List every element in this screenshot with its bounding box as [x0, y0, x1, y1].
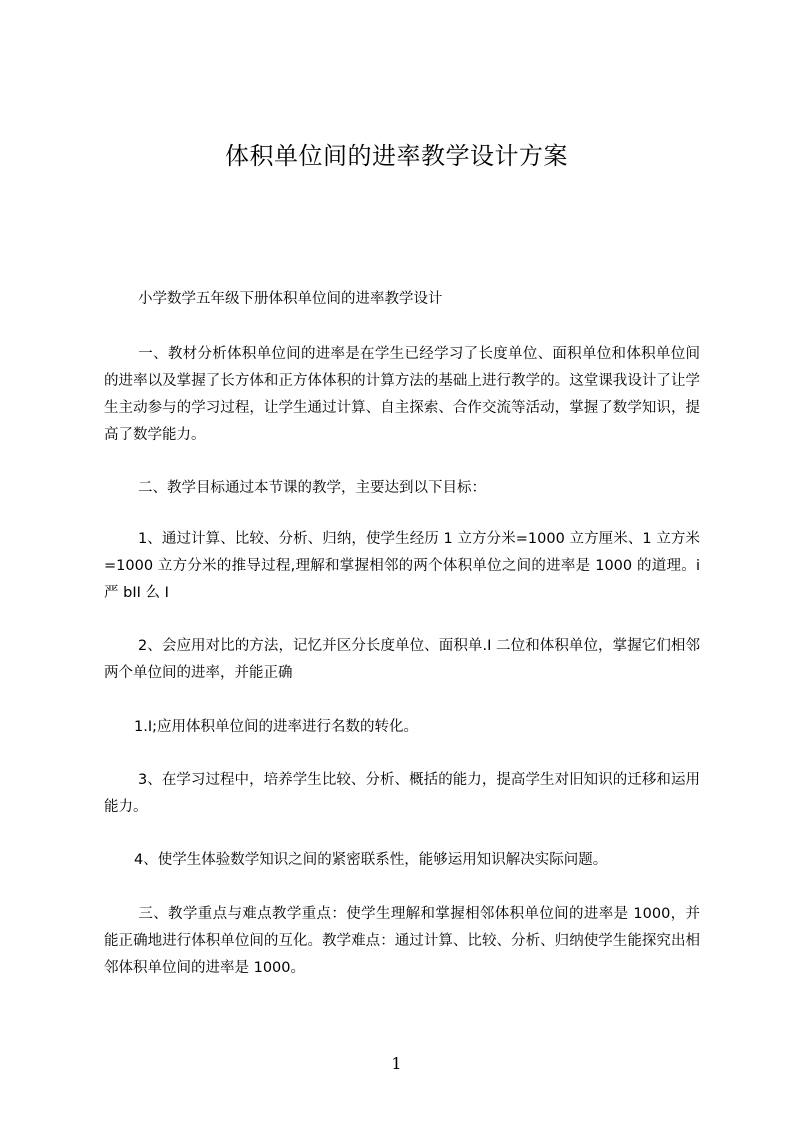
paragraph-text: 1.I;应用体积单位间的进率进行名数的转化。	[134, 719, 418, 735]
paragraph-goal-2	[104, 633, 700, 687]
paragraph-text: 3、在学习过程中，培养学生比较、分析、概括的能力，提高学生对旧知识的迁移和运用能力。	[104, 772, 700, 815]
paragraph-teaching-goals	[104, 475, 700, 502]
paragraph-key-points	[104, 901, 700, 982]
document-title: 体积单位间的进率教学设计方案	[225, 142, 568, 170]
paragraph-text: 1、通过计算、比较、分析、归纳，使学生经历 1 立方分米=1000 立方厘米、1 立方米=1000 立方分米的推导过程,理解和掌握相邻的两个体积单位之间的进率是 1000 的道理。i 严 bII 么 I	[104, 531, 700, 601]
paragraph-goal-2-continued	[104, 714, 700, 741]
paragraph-goal-4	[104, 847, 700, 874]
paragraph-goal-1	[104, 526, 700, 607]
paragraph-text: 三、教学重点与难点教学重点：使学生理解和掌握相邻体积单位间的进率是 1000，并能正确地进行体积单位间的互化。教学难点：通过计算、比较、分析、归纳使学生能探究出相邻体积单位间的进率是 1000。	[104, 906, 700, 976]
paragraph-text: 一、教材分析体积单位间的进率是在学生已经学习了长度单位、面积单位和体积单位间的进率以及掌握了长方体和正方体体积的计算方法的基础上进行教学的。这堂课我设计了让学生主动参与的学习过程，让学生通过计算、自主探索、合作交流等活动，掌握了数学知识，提高了数学能力。	[104, 346, 700, 443]
subtitle-paragraph	[104, 286, 700, 313]
paragraph-text: 2、会应用对比的方法，记忆并区分长度单位、面积单.I 二位和体积单位，掌握它们相邻两个单位间的进率，并能正确	[104, 638, 700, 681]
paragraph-text: 二、教学目标通过本节课的教学，主要达到以下目标：	[138, 480, 486, 496]
subtitle-text: 小学数学五年级下册体积单位间的进率教学设计	[138, 291, 443, 307]
paragraph-goal-3	[104, 767, 700, 821]
paragraph-text: 4、使学生体验数学知识之间的紧密联系性，能够运用知识解决实际问题。	[134, 852, 608, 868]
page-number: 1	[391, 1054, 402, 1073]
paragraph-textbook-analysis	[104, 341, 700, 449]
